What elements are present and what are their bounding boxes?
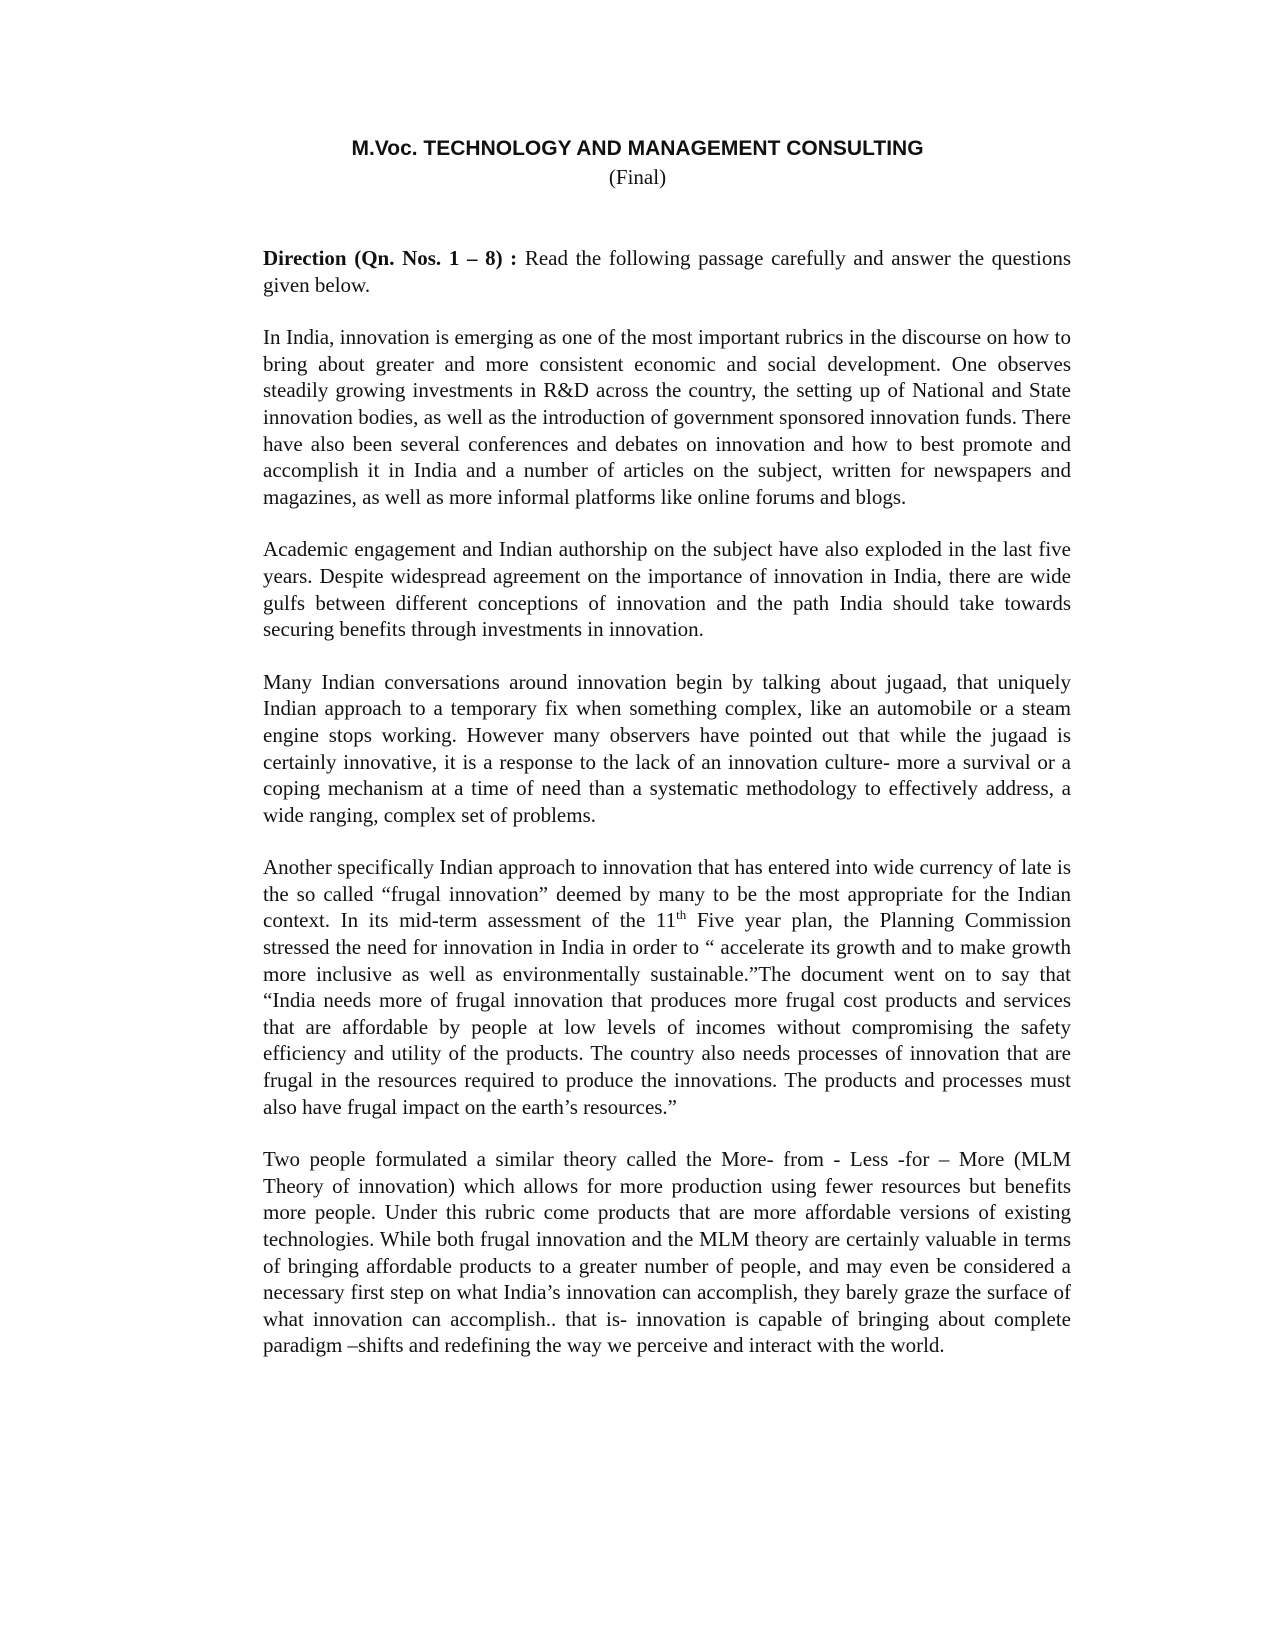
- direction-text: Read the following passage carefully and answer the questions given below.: [263, 246, 1071, 297]
- direction-label: Direction (Qn. Nos. 1 – 8) :: [263, 246, 518, 270]
- direction-paragraph: [263, 245, 1071, 298]
- passage-paragraph-5: Two people formulated a similar theory called the More- from - Less -for – More (MLM Theory of innovation) which allows for more production using fewer resources but benefits more people. Under this rubric come products that are more affordable versions of existing technologies. While both frugal innovation and the MLM theory are certainly valuable in terms of bringing affordable products to a greater number of people, and may even be considered a necessary first step on what India’s innovation can accomplish, they barely graze the surface of what innovation can accomplish.. that is- innovation is capable of bringing about complete paradigm –shifts and redefining the way we perceive and interact with the world.: [263, 1147, 1071, 1358]
- passage-paragraph-2: Academic engagement and Indian authorship on the subject have also exploded in the last five years. Despite widespread agreement on the importance of innovation in India, there are wide gulfs between different conceptions of innovation and the path India should take towards securing benefits through investments in innovation.: [263, 537, 1071, 642]
- paragraph-4-text-start: Another specifically Indian approach to innovation that has entered into wide currency of late is the so called “frugal innovation” deemed by many to be the most appropriate for the Indian context. In its mid-term assessment of the 11: [263, 855, 1071, 933]
- ordinal-superscript: th: [676, 907, 687, 923]
- passage-paragraph-3: Many Indian conversations around innovation begin by talking about jugaad, that uniquely Indian approach to a temporary fix when something complex, like an automobile or a steam engine stops working. However many observers have pointed out that while the jugaad is certainly innovative, it is a response to the lack of an innovation culture- more a survival or a coping mechanism at a time of need than a systematic methodology to effectively address, a wide ranging, complex set of problems.: [263, 669, 1071, 827]
- paragraph-4-text-end: Five year plan, the Planning Commission stressed the need for innovation in India in order to “ accelerate its growth and to make growth more inclusive as well as environmentally sustainable.”The document went on to say that “India needs more of frugal innovation that produces more frugal cost products and services that are affordable by people at low levels of incomes without compromising the safety efficiency and utility of the products. The country also needs processes of innovation that are frugal in the resources required to produce the innovations. The products and processes must also have frugal impact on the earth’s resources.”: [263, 908, 1072, 1119]
- passage-paragraph-1: In India, innovation is emerging as one of the most important rubrics in the discourse on how to bring about greater and more consistent economic and social development. One observes steadily growing investments in R&D across the country, the setting up of National and State innovation bodies, as well as the introduction of government sponsored innovation funds. There have also been several conferences and debates on innovation and how to best promote and accomplish it in India and a number of articles on the subject, written for newspapers and magazines, as well as more informal platforms like online forums and blogs.: [263, 325, 1071, 509]
- document-subtitle: (Final): [608, 165, 667, 189]
- document-title: M.Voc. TECHNOLOGY AND MANAGEMENT CONSULTING: [351, 137, 924, 160]
- passage-body: [263, 245, 1071, 1385]
- passage-paragraph-4: [263, 854, 1071, 1120]
